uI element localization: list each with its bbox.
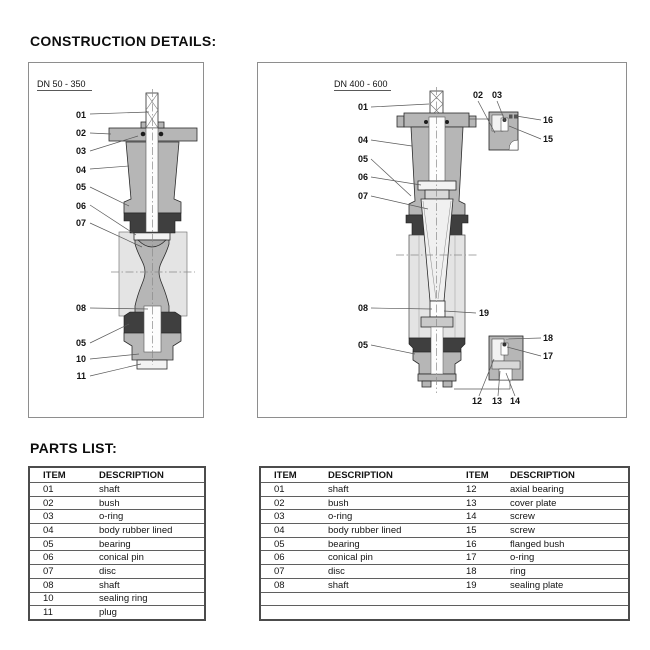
table-cell: o-ring [97,510,205,524]
table-cell: 02 [260,496,326,510]
table-cell: 08 [29,578,97,592]
table-cell: bearing [97,537,205,551]
table-cell: 04 [29,524,97,538]
flange-tab-left [397,116,404,127]
table-cell: 06 [260,551,326,565]
column-header: ITEM [260,467,326,483]
column-header: DESCRIPTION [326,467,453,483]
table-cell: axial bearing [508,483,629,497]
table-row [260,565,629,579]
table-cell: o-ring [508,551,629,565]
callout-05b: 05 [75,338,86,348]
diagram-box-dn400-600 [257,62,627,418]
callout-04: 04 [357,135,368,145]
shaft-channel-upper [146,128,158,232]
table-cell: 01 [29,483,97,497]
table-cell: bush [97,496,205,510]
table-cell: shaft [326,578,453,592]
callout-02: 02 [472,90,484,100]
table-cell: 14 [453,510,508,524]
table-cell: 18 [453,565,508,579]
table-cell: 01 [260,483,326,497]
table-cell: 16 [453,537,508,551]
table-cell: 17 [453,551,508,565]
table-cell [326,606,453,620]
table-row [29,578,205,592]
callout-01: 01 [75,110,86,120]
column-header: DESCRIPTION [508,467,629,483]
callout-08: 08 [75,303,86,313]
table-row [260,510,629,524]
table-cell: sealing plate [508,578,629,592]
table-cell: conical pin [326,551,453,565]
table-row [260,524,629,538]
table-cell: 05 [260,537,326,551]
parts-list-title: PARTS LIST: [30,440,118,456]
o-ring-left [141,132,146,137]
table-cell: 11 [29,606,97,620]
table-row [260,483,629,497]
table-cell: o-ring [326,510,453,524]
valve-drawing-dn400-600 [258,63,626,417]
callout-10: 10 [75,354,86,364]
column-header: ITEM [453,467,508,483]
column-header: DESCRIPTION [97,467,205,483]
parts-table-dn50-350 [28,466,206,621]
table-cell: disc [97,565,205,579]
construction-details-title: CONSTRUCTION DETAILS: [30,33,217,49]
table-cell: body rubber lined [97,524,205,538]
table-row [260,537,629,551]
table-cell [508,592,629,606]
callout-01: 01 [357,102,368,112]
bottom-plug [137,360,167,369]
table-cell [260,592,326,606]
table-cell [260,606,326,620]
table-cell: conical pin [97,551,205,565]
table-cell: 19 [453,578,508,592]
callout-06: 06 [75,201,86,211]
table-cell: 08 [260,578,326,592]
callout-18: 18 [543,333,554,343]
conical-pin-band [418,181,456,190]
callout-03: 03 [491,90,503,100]
callout-13: 13 [491,396,503,406]
table-row [29,606,205,620]
table-cell: screw [508,524,629,538]
table-cell: body rubber lined [326,524,453,538]
table-cell: 12 [453,483,508,497]
callout-04: 04 [75,165,86,175]
table-row [260,496,629,510]
shaft-channel-upper [429,117,445,181]
table-cell: shaft [97,483,205,497]
callout-07: 07 [75,218,86,228]
table-row [260,551,629,565]
callout-05: 05 [75,182,86,192]
callout-12: 12 [471,396,483,406]
dn-range-label: DN 50 - 350 [37,79,86,89]
callout-03: 03 [75,146,86,156]
table-cell: 05 [29,537,97,551]
table-cell: 07 [29,565,97,579]
table-row [29,537,205,551]
callout-07: 07 [357,191,368,201]
bottom-plate [418,374,456,381]
flange-tab-right [469,116,476,127]
table-cell: shaft [97,578,205,592]
shaft-channel-lower [431,327,443,374]
table-cell [453,606,508,620]
table-cell: 15 [453,524,508,538]
o-ring-right [159,132,164,137]
table-cell: 02 [29,496,97,510]
table-cell: bearing [326,537,453,551]
table-cell [508,606,629,620]
table-cell: 13 [453,496,508,510]
table-header-row [260,467,629,483]
table-row [260,592,629,606]
foot-left [422,381,431,387]
table-cell: sealing ring [97,592,205,606]
callout-17: 17 [543,351,554,361]
callout-19: 19 [479,308,490,318]
callout-06: 06 [357,172,368,182]
column-header: ITEM [29,467,97,483]
callout-14: 14 [509,396,521,406]
callout-11: 11 [76,371,86,381]
callout-16: 16 [543,115,554,125]
table-header-row [29,467,205,483]
table-cell: 04 [260,524,326,538]
valve-drawing-dn50-350 [29,63,203,417]
o-ring-right [445,120,449,124]
table-cell: 06 [29,551,97,565]
table-cell [326,592,453,606]
callout-05b: 05 [357,340,368,350]
table-cell: 03 [29,510,97,524]
table-row [260,606,629,620]
table-row [29,496,205,510]
table-cell [453,592,508,606]
callout-labels [76,110,86,381]
dn-range-label: DN 400 - 600 [334,79,388,89]
table-row [29,565,205,579]
shaft-top [146,93,158,128]
table-row [29,592,205,606]
callout-02: 02 [75,128,86,138]
table-cell: 10 [29,592,97,606]
table-cell: flanged bush [508,537,629,551]
table-row [29,510,205,524]
table-row [260,578,629,592]
callout-08: 08 [357,303,368,313]
parts-table-dn400-600 [259,466,630,621]
table-row [29,524,205,538]
table-cell: bush [326,496,453,510]
disc-collar [425,190,449,199]
shaft-bottom [430,301,445,317]
table-row [29,483,205,497]
table-cell: ring [508,565,629,579]
table-cell: cover plate [508,496,629,510]
table-row [29,551,205,565]
sealing-plate [421,317,453,327]
diagram-box-dn50-350 [28,62,204,418]
foot-right [443,381,452,387]
table-cell: screw [508,510,629,524]
o-ring-left [424,120,428,124]
table-cell: plug [97,606,205,620]
table-cell: disc [326,565,453,579]
table-cell: shaft [326,483,453,497]
table-cell: 07 [260,565,326,579]
callout-05: 05 [357,154,368,164]
table-cell: 03 [260,510,326,524]
callout-15: 15 [543,134,554,144]
